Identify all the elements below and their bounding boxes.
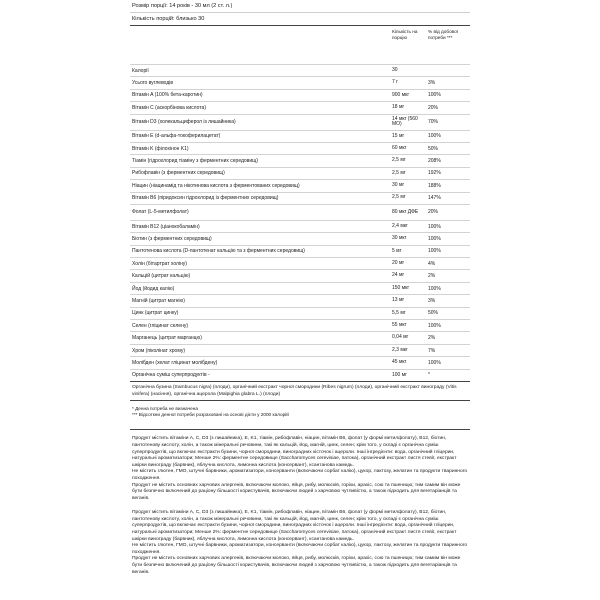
nutrient-name: Селен (гліцинат селену) (132, 322, 188, 329)
nutrient-dv: 50% (428, 310, 439, 317)
nutrient-dv: 188% (428, 182, 441, 189)
nutrient-name: Молібден (хелат гліцинат молібдену) (132, 359, 218, 366)
nutrient-amount: 60 мкг (392, 144, 407, 151)
nutrient-dv: 3% (428, 80, 436, 87)
nutrient-amount: 150 мкг (392, 284, 410, 291)
nutrient-dv: 100% (428, 235, 441, 242)
nutrient-amount: 2,5 мг (392, 194, 406, 201)
nutrient-amount: 18 мг (392, 104, 405, 111)
table-row (130, 220, 470, 232)
table-row (130, 245, 470, 257)
dv-column-header: % від добової потреби *** (428, 29, 459, 40)
description-paragraph: Продукт не містить основних харчових алергенів, включаючи молоко, яйця, рибу, молюсків, горіхи, арахіс, сою та пшеницю; тим самим він може бути безпечно включений до раціону більшості користувачів, включаючи людей з харчовою чутливістю, а також підходить для вегетаріанців та веганів. (132, 556, 461, 575)
nutrient-dv: 70% (428, 119, 439, 126)
nutrient-amount: 5 мг (392, 247, 402, 254)
table-column-header (130, 25, 470, 64)
nutrient-name: Цинк (цитрат цинку) (132, 310, 179, 317)
nutrient-name: Магній (цитрат магнію) (132, 297, 185, 304)
product-description (130, 429, 470, 576)
nutrient-dv: 2% (428, 335, 436, 342)
nutrient-name: Хром (піколінат хрому) (132, 347, 185, 354)
description-paragraph: Не містить глютен, ГМО, штучні барвники, ароматизатори, консерванти (включаючи сорбат калію), цукор, лактозу, желатин та продукти тваринного походження. (132, 469, 468, 481)
nutrient-name: Фолат (L-5-метилфолат) (132, 209, 189, 216)
nutrient-amount: 0,04 мг (392, 334, 409, 341)
nutrient-dv: 100% (428, 92, 441, 99)
nutrient-amount: 2,5 мг (392, 157, 406, 164)
table-row (130, 142, 470, 154)
nutrient-dv: 100% (428, 133, 441, 140)
amount-column-header: Кількість на порцію (392, 29, 418, 40)
nutrient-table (130, 64, 470, 381)
table-row (130, 356, 470, 368)
table-row (130, 282, 470, 294)
nutrient-name: Вітамін B6 (піридоксин гідрохлорид із ферментних середовищ) (132, 195, 279, 202)
nutrient-dv: 100% (428, 248, 441, 255)
table-row (130, 64, 470, 76)
nutrient-dv: 2% (428, 273, 436, 280)
nutrient-amount: 80 мкг ДФЕ (392, 208, 419, 215)
nutrient-name: Тіамін (гідрохлорид тіаміну з ферментних середовищ) (132, 158, 258, 165)
nutrient-amount: 20 мг (392, 260, 405, 267)
table-row (130, 257, 470, 269)
nutrient-name: Холін (бітартрат холіну) (132, 260, 187, 267)
nutrient-name: Ніацин (ніацинамід та нікотинова кислота з ферментованих середовищ) (132, 182, 300, 189)
nutrient-amount: 5,5 мг (392, 309, 406, 316)
table-row (130, 89, 470, 101)
nutrient-dv: 100% (428, 285, 441, 292)
table-row (130, 167, 470, 179)
nutrient-name: Рибофлавін (з ферментних середовищ) (132, 170, 225, 177)
table-row (130, 294, 470, 306)
nutrient-name: Біотин (з ферментних середовищ) (132, 235, 212, 242)
table-row (130, 204, 470, 220)
nutrient-amount: 7 г (392, 79, 398, 86)
nutrient-name: Вітамін A (100% бета-каротин) (132, 92, 203, 99)
table-row (130, 130, 470, 142)
nutrient-name: Вітамін D3 (холекальциферол із лишайника) (132, 119, 236, 126)
supplement-facts-document (130, 0, 470, 600)
nutrient-dv: 20% (428, 104, 439, 111)
nutrient-dv: 20% (428, 209, 439, 216)
nutrient-dv: * (428, 372, 430, 379)
nutrient-dv: 147% (428, 195, 441, 202)
table-row (130, 232, 470, 244)
nutrient-amount: 2,5 мг (392, 169, 406, 176)
nutrient-amount: 15 мг (392, 132, 405, 139)
table-row (130, 192, 470, 204)
nutrient-name: Марганець (цитрат марганцю) (132, 335, 202, 342)
nutrient-amount: 30 мкг (392, 235, 407, 242)
table-row (130, 114, 470, 130)
nutrient-amount: 30 (392, 66, 398, 73)
serving-size: Розмір порції: 14 років - 30 мл (2 ст. л.) (132, 3, 233, 9)
table-row (130, 344, 470, 356)
table-row (130, 369, 470, 381)
table-row (130, 319, 470, 331)
nutrient-name: Вітамін E (d-альфа-токоферилацетат) (132, 133, 221, 140)
description-paragraph: Не містить глютен, ГМО, штучні барвники, ароматизатори, консерванти (включаючи сорбат калію), цукор, лактозу, желатин та продукти тваринного походження. (132, 543, 468, 555)
nutrient-name: Органічна суміш суперпродуктів - (132, 372, 210, 379)
nutrient-name: Вітамін B12 (ціанокобаламін) (132, 223, 200, 230)
nutrient-amount: 900 мкг (392, 91, 410, 98)
footnotes (130, 400, 470, 417)
nutrient-name: Йод (йодид калію) (132, 285, 175, 292)
nutrient-amount: 45 мкг (392, 359, 407, 366)
table-row (130, 179, 470, 191)
nutrient-dv: 208% (428, 158, 441, 165)
nutrient-dv: 192% (428, 170, 441, 177)
table-row (130, 154, 470, 166)
nutrient-name: Вітамін C (аскорбінова кислота) (132, 104, 207, 111)
nutrient-amount: 100 мг (392, 371, 407, 378)
description-paragraph: Продукт містить вітаміни A, C, D3 (з лишайника), E, K1, тіамін, рибофлавін, ніацин, вітамін B6, фолат (у формі метилфолату), B12, біотин, пантотенову кислоту, холін, а також мінеральні речовини, такі як кальцій, йод, магній, цинк, селен; крім того, у складі є органічна суміш суперпродуктів, що включає екстракти бузини, чорної смородини, виноградних кісточок і ацероли. Інші інгредієнти: вода, органічний гліцерин, натуральні ароматизатори; Менше 2%: ферментне середовище (Saccharomyces cerevisiae, патока), органічний екстракт листя стевії, екстракт шкірки винограду (барвник), яблучна кислота, лимонна кислота (консервант), ксантанова камедь. (132, 510, 457, 542)
table-row (130, 269, 470, 281)
nutrient-amount: 30 мг (392, 182, 405, 189)
nutrient-name: Усього вуглеводів (132, 80, 174, 87)
table-row (130, 307, 470, 319)
nutrient-amount: 24 мг (392, 272, 405, 279)
nutrient-dv: 4% (428, 260, 436, 267)
nutrient-dv: 50% (428, 145, 439, 152)
nutrient-amount: 2,4 мкг (392, 222, 408, 229)
footnote: * Денна потреба не визначена (132, 406, 198, 412)
servings-per-container: Кількість порцій: близько 30 (132, 16, 205, 22)
footnote: *** Відсоткни денної потреби розраховані на основі дієти у 2000 калорій (132, 411, 289, 417)
superfood-blend-ingredients: Органічна бузина (Sambucus nigra) (плоди), органічний екстракт чорної смородини (Ribes nigrum) (плоди), органічний екстракт винограду (Vitis vinifera) (насіння), органічна ацерола (Malpighia glabra L.) (плоди) (130, 381, 470, 400)
nutrient-name: Вітамін K (філохінон K1) (132, 145, 189, 152)
nutrient-name: Кальцій (цитрат кальцію) (132, 273, 191, 280)
nutrient-amount: 14 мкг (560 МО) (392, 115, 418, 128)
nutrient-dv: 100% (428, 322, 441, 329)
nutrient-name: Пантотенова кислота (D-пантотенат кальцію та з ферментних середовищ) (132, 248, 305, 255)
nutrient-amount: 2,3 мкг (392, 346, 408, 353)
nutrient-dv: 100% (428, 223, 441, 230)
nutrient-amount: 13 мг (392, 297, 405, 304)
table-row (130, 76, 470, 88)
nutrient-name: Калорії (132, 67, 149, 74)
table-row (130, 101, 470, 113)
description-paragraph: Продукт не містить основних харчових алергенів, включаючи молоко, яйця, рибу, молюсків, горіхи, арахіс, сою та пшеницю; тим самим він може бути безпечно включений до раціону більшості користувачів, включаючи людей з харчовою чутливістю, а також підходить для вегетаріанців та веганів. (132, 482, 461, 501)
nutrient-dv: 3% (428, 297, 436, 304)
table-row (130, 331, 470, 343)
nutrient-dv: 7% (428, 347, 436, 354)
nutrient-amount: 55 мкг (392, 321, 407, 328)
nutrient-dv: 100% (428, 359, 441, 366)
description-paragraph: Продукт містить вітаміни A, C, D3 (з лишайника), E, K1, тіамін, рибофлавін, ніацин, вітамін B6, фолат (у формі метилфолату), B12, біотин, пантотенову кислоту, холін, а також мінеральні речовини, такі як кальцій, йод, магній, цинк, селен; крім того, у складі є органічна суміш суперпродуктів, що включає екстракти бузини, чорної смородини, виноградних кісточок і ацероли. Інші інгредієнти: вода, органічний гліцерин, натуральні ароматизатори; Менше 2%: ферментне середовище (Saccharomyces cerevisiae, патока), органічний екстракт листя стевії, екстракт шкірки винограду (барвник), яблучна кислота, лимонна кислота (консервант), ксантанова камедь. (132, 436, 457, 468)
